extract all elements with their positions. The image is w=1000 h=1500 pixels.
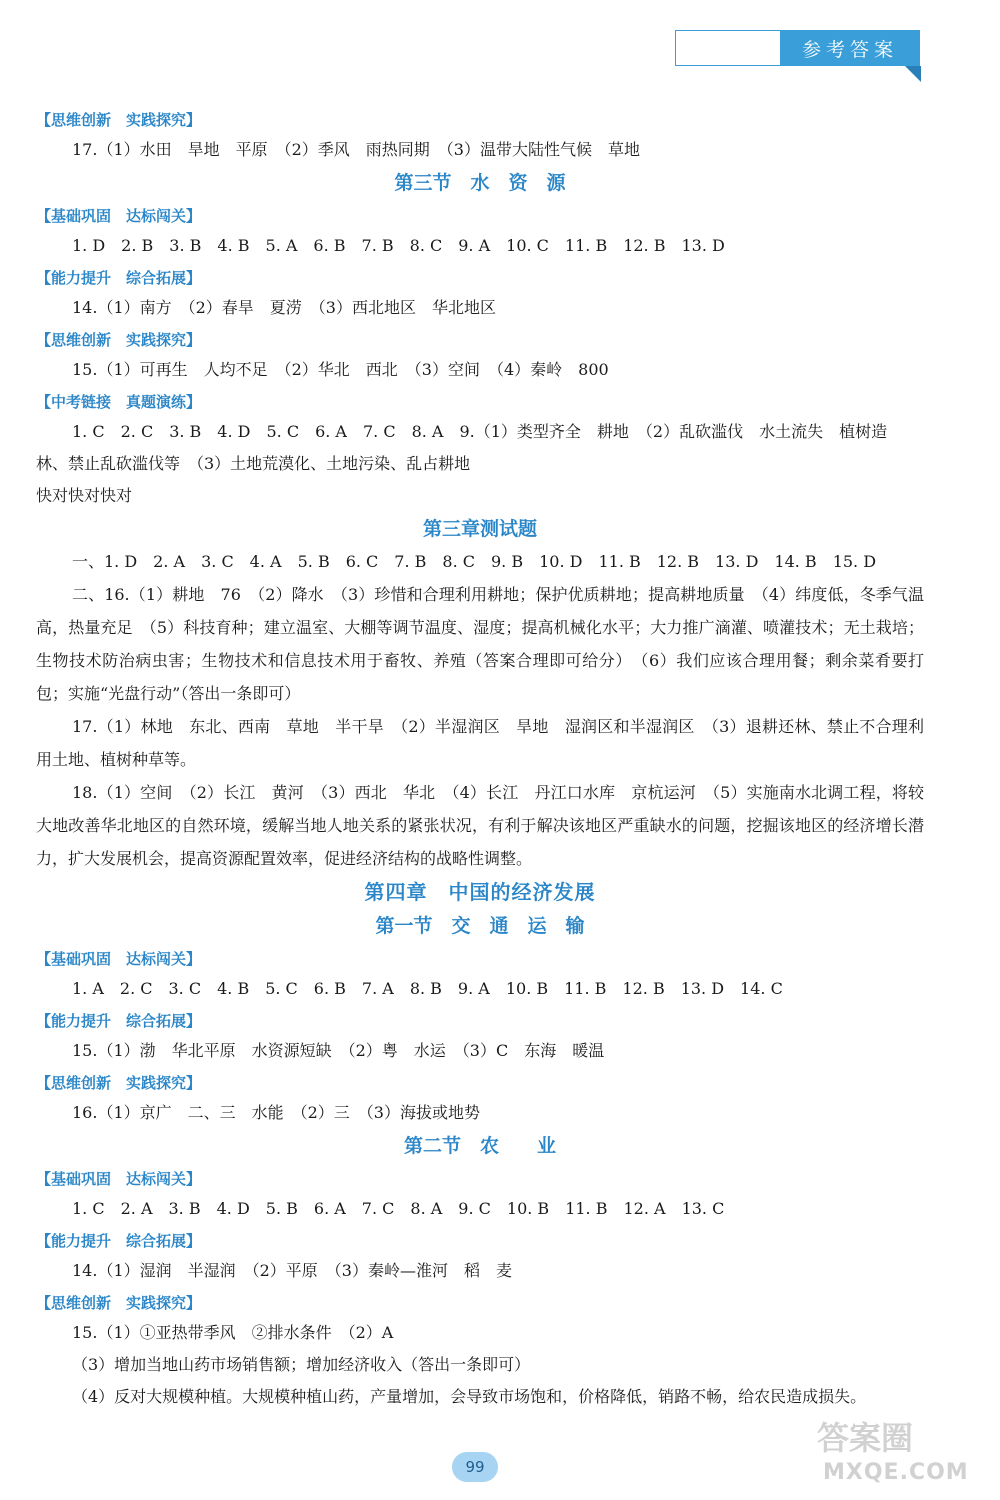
answer-line: （3）增加当地山药市场销售额；增加经济收入（答出一条即可）	[72, 1355, 531, 1374]
section-tag: 【基础巩固 达标闯关】	[36, 950, 202, 968]
answer-line: 快对快对快对	[36, 486, 133, 505]
answer-line: 1. C 2. A 3. B 4. D 5. B 6. A 7. C 8. A 9. C 10. B 11. B 12. A 13. C	[72, 1199, 725, 1218]
answer-content	[36, 104, 924, 1413]
answer-line: 一、1. D 2. A 3. C 4. A 5. B 6. C 7. B 8. C 9. B 10. D 11. B 12. B 13. D 14. B 15. D	[72, 552, 877, 571]
section-tag: 【能力提升 综合拓展】	[36, 1232, 202, 1250]
section-tag: 【能力提升 综合拓展】	[36, 1012, 202, 1030]
section-tag: 【思维创新 实践探究】	[36, 1294, 202, 1312]
header-corner-decoration	[905, 66, 921, 82]
watermark-line2: MXQE.COM	[823, 1460, 969, 1485]
answer-line: 15.（1）①亚热带季风 ②排水条件 （2）A	[72, 1323, 394, 1342]
section-heading: 第二节 农 业	[403, 1135, 556, 1157]
answer-line: 14.（1）南方 （2）春旱 夏涝 （3）西北地区 华北地区	[72, 298, 496, 317]
answer-line: （4）反对大规模种植。大规模种植山药，产量增加，会导致市场饱和，价格降低，销路不畅，给农民造成损失。	[72, 1387, 867, 1406]
header-label: 参考答案	[780, 30, 920, 66]
section-tag: 【思维创新 实践探究】	[36, 111, 202, 129]
section-heading: 第一节 交 通 运 输	[375, 915, 585, 937]
page-number: 99	[452, 1452, 498, 1482]
answer-line: 林、禁止乱砍滥伐等 （3）土地荒漠化、土地污染、乱占耕地	[36, 454, 471, 473]
chapter-heading: 第四章 中国的经济发展	[364, 880, 596, 904]
watermark-logo	[809, 1411, 984, 1486]
section-heading: 第三节 水 资 源	[394, 172, 566, 194]
section-tag: 【思维创新 实践探究】	[36, 1074, 202, 1092]
answer-paragraph: 17.（1）林地 东北、西南 草地 半干旱 （2）半湿润区 旱地 湿润区和半湿润区 （3）退耕还林、禁止不合理利用土地、植树种草等。	[36, 717, 924, 769]
answer-line: 1. A 2. C 3. C 4. B 5. C 6. B 7. A 8. B 9. A 10. B 11. B 12. B 13. D 14. C	[72, 979, 783, 998]
section-heading: 第三章测试题	[422, 518, 537, 540]
section-tag: 【基础巩固 达标闯关】	[36, 1170, 202, 1188]
section-tag: 【能力提升 综合拓展】	[36, 269, 202, 287]
answer-line: 1. D 2. B 3. B 4. B 5. A 6. B 7. B 8. C 9. A 10. C 11. B 12. B 13. D	[72, 236, 725, 255]
section-tag: 【基础巩固 达标闯关】	[36, 207, 202, 225]
answer-line: 15.（1）可再生 人均不足 （2）华北 西北 （3）空间 （4）秦岭 800	[72, 360, 609, 379]
section-tag: 【中考链接 真题演练】	[36, 393, 202, 411]
answer-line: 1. C 2. C 3. B 4. D 5. C 6. A 7. C 8. A 9.（1）类型齐全 耕地 （2）乱砍滥伐 水土流失 植树造	[72, 422, 888, 441]
answer-paragraph: 18.（1）空间 （2）长江 黄河 （3）西北 华北 （4）长江 丹江口水库 京杭运河 （5）实施南水北调工程，将较大地改善华北地区的自然环境，缓解当地人地关系的紧张状况，有利于解决该地区严重缺水的问题，挖掘该地区的经济增长潜力，扩大发展机会，提高资源配置效率，促进经济结构的战略性调整。	[36, 783, 924, 868]
watermark-line1: 答案圈	[817, 1419, 914, 1457]
answer-paragraph: 二、16.（1）耕地 76 （2）降水 （3）珍惜和合理利用耕地；保护优质耕地；提高耕地质量 （4）纬度低，冬季气温高，热量充足 （5）科技育种；建立温室、大棚等调节温度、湿度；提高机械化水平；大力推广滴灌、喷灌技术；无土栽培；生物技术防治病虫害；生物技术和信息技术用于畜牧、养殖（答案合理即可给分） （6）我们应该合理用餐；剩余菜肴要打包；实施“光盘行动”（答出一条即可）	[36, 585, 924, 703]
section-tag: 【思维创新 实践探究】	[36, 331, 202, 349]
answer-line: 16.（1）京广 二、三 水能 （2）三 （3）海拔或地势	[72, 1103, 480, 1122]
answer-line: 17.（1）水田 旱地 平原 （2）季风 雨热同期 （3）温带大陆性气候 草地	[72, 140, 640, 159]
answer-line: 15.（1）渤 华北平原 水资源短缺 （2）粤 水运 （3）C 东海 暖温	[72, 1041, 605, 1060]
answer-line: 14.（1）湿润 半湿润 （2）平原 （3）秦岭—淮河 稻 麦	[72, 1261, 512, 1280]
